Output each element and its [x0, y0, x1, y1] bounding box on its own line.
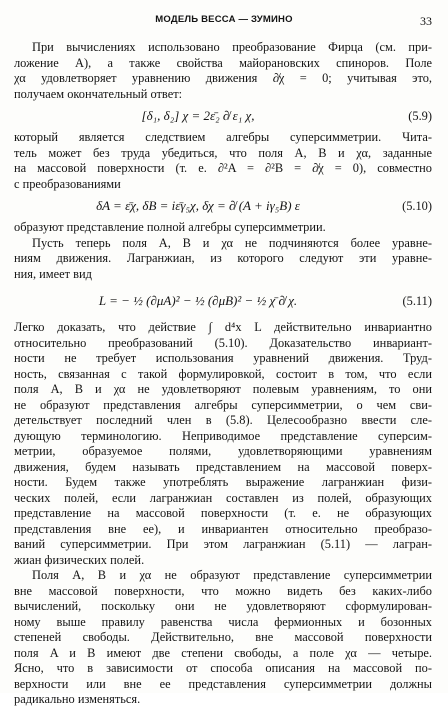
text-line: ному выше правилу равенства числа фермионных и бозонных [14, 614, 432, 629]
paragraph-2 [14, 130, 432, 192]
text-line: Пусть теперь поля A, B и χα не подчиняются более уравне- [32, 235, 432, 250]
text-line: который является следствием алгебры суперсимметрии. Чита- [14, 130, 432, 144]
equation-number: (5.10) [402, 199, 432, 213]
page-number: 33 [420, 14, 432, 28]
running-title: МОДЕЛЬ ВЕССА — ЗУМИНО [155, 14, 293, 25]
text-line: детельствует последний член в (5.8). Целесообразно ввести сле- [14, 413, 432, 427]
text-line: получаем окончательный ответ: [14, 86, 183, 101]
text-line: метрии, образуемое полями, удовлетворяющими уравнениям [14, 444, 432, 458]
text-line: ваний суперсимметрии. При этом лагранжиан (5.11) — лагран- [14, 537, 432, 551]
text-line: представление на массовой поверхности (т. е. не образующих [14, 506, 432, 520]
equation-number: (5.9) [408, 109, 432, 123]
text-line: с преобразованиями [14, 176, 121, 191]
paragraph-7 [14, 568, 432, 708]
text-line: представления вне ее), и инвариантен относительно преобразо- [14, 521, 432, 536]
paragraph-1 [14, 40, 432, 102]
text-line: верхности или вне ее представления суперсимметрии должны [14, 676, 432, 691]
text-line: образуют представление полной алгебры суперсимметрии. [14, 220, 326, 234]
text-line: ния, имеет вид [14, 266, 92, 281]
paragraph-4 [14, 236, 432, 283]
text-line: Поля A, B и χα не образуют представление суперсимметрии [32, 568, 432, 582]
text-line: жиан физических полей. [14, 552, 145, 567]
paragraph-5 [14, 320, 432, 336]
text-line: движения, будем называть представлением на массовой поверх- [14, 459, 432, 474]
text-line: ности не требует использования уравнений движения. Труд- [14, 351, 432, 365]
text-line: Ясно, что в зависимости от способа описания на массовой по- [14, 661, 432, 675]
equation-expression: [δ₁, δ₂] χ = 2ε̄₂ ∂̸ ε₁ χ, [141, 108, 255, 123]
paragraph-6 [14, 336, 432, 569]
text-line: вычислений, поскольку они не удовлетворяют сформулирован- [14, 599, 432, 613]
equation-5-9 [14, 105, 432, 127]
page-header [0, 14, 448, 30]
equation-number: (5.11) [402, 294, 432, 308]
text-line: ниям движения. Лагранжиан, из которого следуют эти уравне- [14, 251, 432, 265]
text-line: поля A, B и χα не удовлетворяют полевым уравнениям, то они [14, 382, 432, 396]
text-line: χα удовлетворяет уравнению движения ∂̸χ = 0; учитывая это, [14, 71, 432, 85]
text-line: дующую терминологию. Неприводимое представление суперсим- [14, 428, 432, 443]
text-line: радикально изменяться. [14, 692, 141, 706]
equation-5-11 [14, 285, 432, 317]
text-line: тель может без труда убедиться, что поля A, B и χα, заданные [14, 145, 432, 160]
equation-5-10 [14, 195, 432, 217]
text-line: степеней свободы. Действительно, вне массовой поверхности [14, 630, 432, 644]
text-line: При вычислениях использовано преобразование Фирца (см. при- [32, 40, 432, 54]
equation-expression: δA = ε̄χ, δB = iε̄γ₅χ, δχ = ∂̸ (A + iγ₅B) ε [96, 198, 300, 213]
text-line: не образуют представления алгебры суперсимметрии, о чем сви- [14, 397, 432, 412]
text-line: ности. Будем также употреблять выражение лагранжиан физи- [14, 475, 432, 489]
text-line: вне массовой поверхности, что можно видеть без каких-либо [14, 583, 432, 598]
text-line: относительно преобразований (5.10). Доказательство инвариант- [14, 335, 432, 350]
text-line: Легко доказать, что действие ∫ d⁴x L действительно инвариантно [14, 320, 432, 334]
text-line: ность, связанная с такой формулировкой, состоит в том, что если [14, 366, 432, 381]
paragraph-3 [14, 220, 432, 236]
text-line: поля A и B имеют две степени свободы, а поле χα — четыре. [14, 645, 432, 660]
text-line: ложение A), а также свойства майорановских спиноров. Поле [14, 55, 432, 70]
equation-expression: L = − ½ (∂μA)² − ½ (∂μB)² − ½ χ̄ ∂̸ χ. [98, 293, 298, 308]
text-line: ческих полей, если лагранжиан составлен из полей, образующих [14, 490, 432, 505]
text-line: на массовой поверхности (т. е. ∂²A = ∂²B = ∂̸χ = 0), совместно [14, 161, 432, 175]
page-body [14, 40, 432, 708]
